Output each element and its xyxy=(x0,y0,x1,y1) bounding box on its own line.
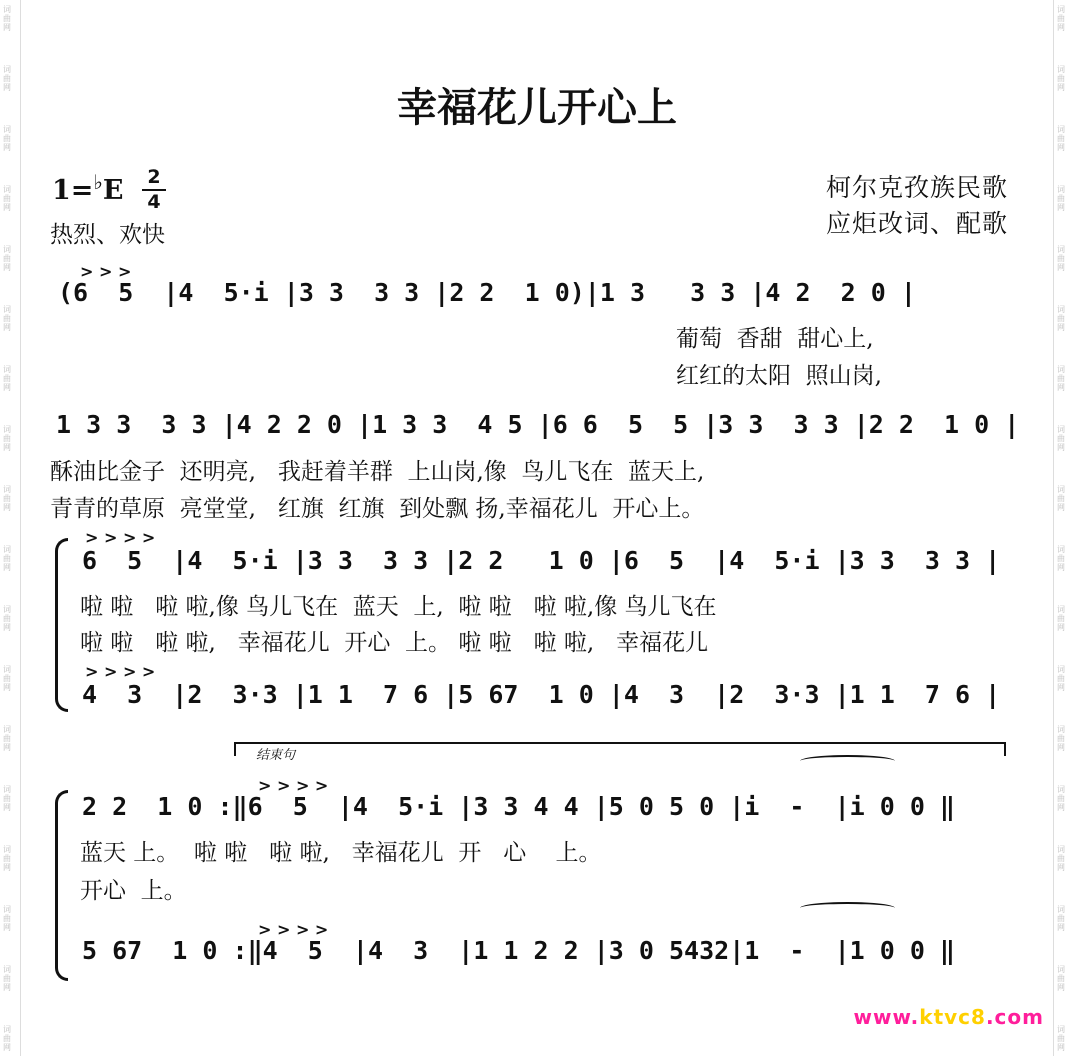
edge-watermark-text: 词曲网 xyxy=(1057,605,1065,632)
watermark-suffix: .com xyxy=(985,1005,1044,1029)
lyrics-row-2-verse-1: 酥油比金子 还明亮, 我赶着羊群 上山岗,像 鸟儿飞在 蓝天上, xyxy=(50,459,705,485)
edge-watermark-text: 词曲网 xyxy=(1057,665,1065,692)
ending-bracket xyxy=(234,742,1006,763)
accent-mark: > > > > xyxy=(85,528,156,547)
edge-watermark-text: 词曲网 xyxy=(1057,305,1065,332)
accent-mark: > > > > xyxy=(85,662,156,681)
lyrics-row-4-verse-1: 蓝天 上。 啦 啦 啦 啦, 幸福花儿 开 心 上。 xyxy=(80,840,602,866)
edge-watermark-text: 词曲网 xyxy=(3,1025,11,1052)
key-prefix: 1= xyxy=(52,175,94,206)
notation-row-4-lower: 5 67 1 0 :‖4 5 |4 3 |1 1 2 2 |3 0 5432|1 - |1 0 0 ‖ xyxy=(82,936,955,965)
ending-label: 结束句 xyxy=(256,748,296,763)
notation-row-2: 1 3 3 3 3 |4 2 2 0 |1 3 3 4 5 |6 6 5 5 |3 3 3 3 |2 2 1 0 | xyxy=(56,410,1020,439)
edge-watermark-text: 词曲网 xyxy=(1057,725,1065,752)
edge-watermark-text: 词曲网 xyxy=(1057,1025,1065,1052)
song-origin: 柯尔克孜族民歌 xyxy=(825,173,1008,202)
flat-sign: ♭ xyxy=(93,170,103,194)
edge-watermark-text: 词曲网 xyxy=(3,65,11,92)
edge-watermark-text: 词曲网 xyxy=(1057,425,1065,452)
edge-watermark-text: 词曲网 xyxy=(3,965,11,992)
key-signature xyxy=(52,170,123,206)
edge-watermark-text: 词曲网 xyxy=(3,185,11,212)
edge-watermark-text: 词曲网 xyxy=(1057,485,1065,512)
edge-watermark-text: 词曲网 xyxy=(3,845,11,872)
edge-watermark-text: 词曲网 xyxy=(3,425,11,452)
edge-watermark-text: 词曲网 xyxy=(1057,845,1065,872)
edge-watermark-text: 词曲网 xyxy=(3,785,11,812)
edge-watermark-text: 词曲网 xyxy=(3,905,11,932)
lyrics-row-1-verse-2: 红红的太阳 照山岗, xyxy=(676,363,882,389)
lyrics-row-3-verse-1: 啦 啦 啦 啦,像 鸟儿飞在 蓝天 上, 啦 啦 啦 啦,像 鸟儿飞在 xyxy=(80,594,717,620)
system-brace xyxy=(55,538,68,712)
time-signature xyxy=(142,168,166,212)
edge-watermark-text: 词曲网 xyxy=(3,245,11,272)
accent-mark: > > > > xyxy=(258,776,329,795)
edge-watermark-text: 词曲网 xyxy=(1057,905,1065,932)
lyrics-row-1-verse-1: 葡萄 香甜 甜心上, xyxy=(676,326,874,352)
edge-watermark-text: 词曲网 xyxy=(3,725,11,752)
edge-watermark-text: 词曲网 xyxy=(1057,785,1065,812)
watermark-prefix: www. xyxy=(853,1005,920,1029)
notation-row-4-upper: 2 2 1 0 :‖6 5 |4 5·i |3 3 4 4 |5 0 5 0 |i - |i 0 0 ‖ xyxy=(82,792,955,821)
edge-watermark-text: 词曲网 xyxy=(1057,185,1065,212)
accent-mark: > > > > xyxy=(258,920,329,939)
time-signature-bottom: 4 xyxy=(147,191,161,213)
song-title: 幸福花儿开心上 xyxy=(397,84,677,131)
edge-watermark-text: 词曲网 xyxy=(1057,65,1065,92)
edge-watermark-text: 词曲网 xyxy=(1057,5,1065,32)
edge-watermark-text: 词曲网 xyxy=(3,305,11,332)
lyricist-arranger: 应炬改词、配歌 xyxy=(825,209,1008,238)
edge-watermark-text: 词曲网 xyxy=(3,605,11,632)
slur-mark xyxy=(800,902,895,914)
watermark-domain: ktvc8 xyxy=(919,1005,986,1029)
edge-watermark-text: 词曲网 xyxy=(3,485,11,512)
tempo-marking: 热烈、欢快 xyxy=(50,222,165,248)
edge-watermark-text: 词曲网 xyxy=(1057,365,1065,392)
edge-watermark-text: 词曲网 xyxy=(1057,965,1065,992)
system-brace xyxy=(55,790,68,981)
lyrics-row-4-verse-2: 开心 上。 xyxy=(80,878,187,904)
edge-watermark-text: 词曲网 xyxy=(3,365,11,392)
edge-watermark-text: 词曲网 xyxy=(1057,245,1065,272)
notation-row-1: (6 5 |4 5·i |3 3 3 3 |2 2 1 0)|1 3 3 3 |4 2 2 0 | xyxy=(58,278,916,307)
accent-mark: > > > xyxy=(80,262,132,281)
key-note: E xyxy=(102,175,124,206)
notation-row-3-upper: 6 5 |4 5·i |3 3 3 3 |2 2 1 0 |6 5 |4 5·i |3 3 3 3 | xyxy=(82,546,1001,575)
slur-mark xyxy=(800,755,895,767)
left-margin-strip xyxy=(0,0,21,1056)
lyrics-row-2-verse-2: 青青的草原 亮堂堂, 红旗 红旗 到处飘 扬,幸福花儿 开心上。 xyxy=(50,496,705,522)
edge-watermark-text: 词曲网 xyxy=(1057,125,1065,152)
edge-watermark-text: 词曲网 xyxy=(3,5,11,32)
edge-watermark-text: 词曲网 xyxy=(1057,545,1065,572)
notation-row-3-lower: 4 3 |2 3·3 |1 1 7 6 |5 67 1 0 |4 3 |2 3·3 |1 1 7 6 | xyxy=(82,680,1001,709)
right-margin-strip xyxy=(1053,0,1074,1056)
site-watermark xyxy=(854,1005,1044,1029)
lyrics-row-3-verse-2: 啦 啦 啦 啦, 幸福花儿 开心 上。 啦 啦 啦 啦, 幸福花儿 xyxy=(80,630,709,656)
edge-watermark-text: 词曲网 xyxy=(3,125,11,152)
edge-watermark-text: 词曲网 xyxy=(3,665,11,692)
time-signature-top: 2 xyxy=(147,166,161,188)
edge-watermark-text: 词曲网 xyxy=(3,545,11,572)
